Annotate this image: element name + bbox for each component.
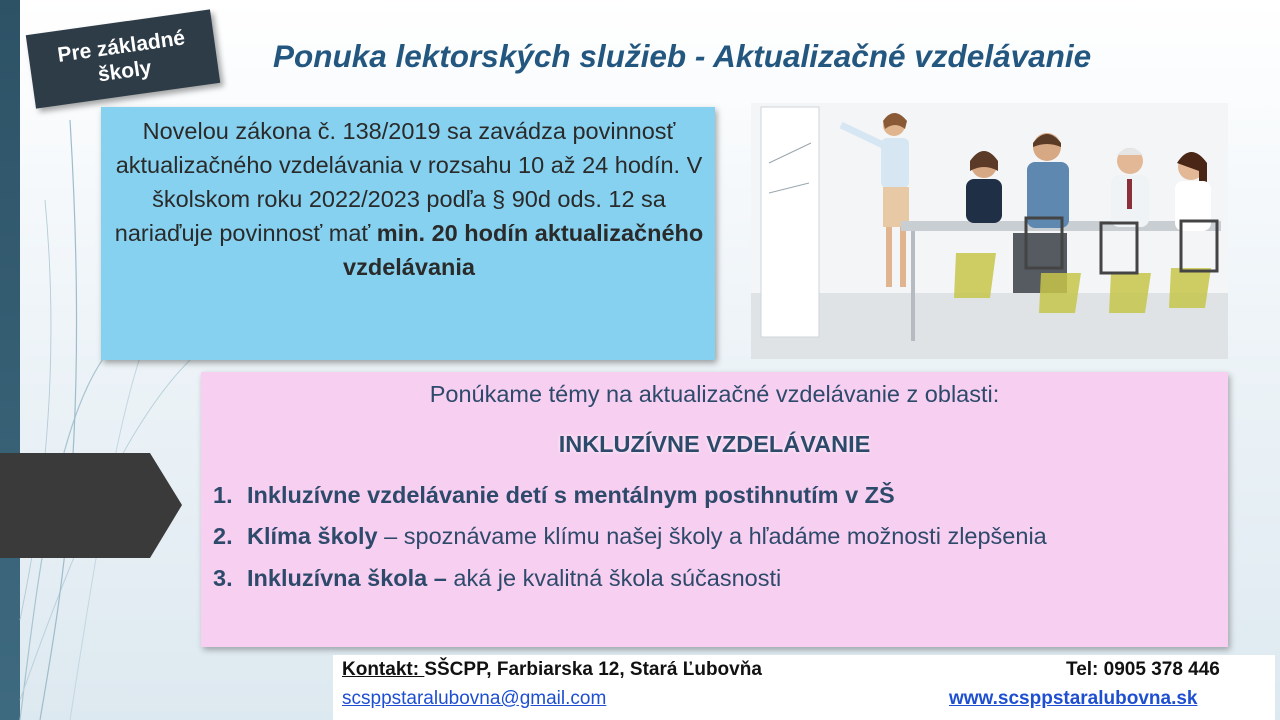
topic-description: – spoznávame klímu našej školy a hľadáme možnosti zlepšenia (377, 523, 1047, 549)
topic-item (213, 523, 1047, 550)
meeting-photo-illustration (751, 103, 1228, 359)
intro-text (112, 114, 706, 284)
contact-address-line (342, 659, 762, 681)
arrow-shape (0, 453, 190, 563)
topic-number: 3. (213, 565, 233, 591)
offer-heading: INKLUZÍVNE VZDELÁVANIE (558, 431, 871, 457)
topic-title: Inkluzívne vzdelávanie detí s mentálnym postihnutím v ZŠ (247, 482, 895, 508)
topic-number: 2. (213, 523, 233, 549)
topic-number: 1. (213, 482, 233, 508)
topic-item (213, 565, 781, 592)
offer-intro: Ponúkame témy na aktualizačné vzdelávanie z oblasti: (429, 381, 1000, 407)
topic-title: Klíma školy (247, 523, 378, 549)
contact-address: SŠCPP, Farbiarska 12, Stará Ľubovňa (424, 659, 762, 680)
contact-website-link[interactable]: www.scsppstaralubovna.sk (949, 688, 1198, 709)
contact-phone: Tel: 0905 378 446 (1066, 659, 1220, 680)
contact-label: Kontakt: (342, 659, 425, 680)
meeting-photo (751, 103, 1228, 359)
topic-item (213, 482, 895, 509)
intro-text-bold: min. 20 hodín aktualizačného vzdelávania (343, 220, 704, 280)
page-title: Ponuka lektorských služieb - Aktualizačné vzdelávanie (273, 38, 1092, 74)
topic-description: aká je kvalitná škola súčasnosti (446, 565, 782, 591)
contact-email-link[interactable]: scsppstaralubovna@gmail.com (342, 688, 607, 709)
offer-box (201, 372, 1228, 647)
topic-title: Inkluzívna škola – (247, 565, 447, 591)
intro-text-normal: Novelou zákona č. 138/2019 sa zavádza povinnosť aktualizačného vzdelávania v rozsahu 10 až 24 hodín. V školskom roku 2022/2023 podľa § 90d ods. 12 sa nariaďuje povinnosť mať (114, 118, 703, 246)
badge-text: Pre základné školy (56, 26, 187, 87)
